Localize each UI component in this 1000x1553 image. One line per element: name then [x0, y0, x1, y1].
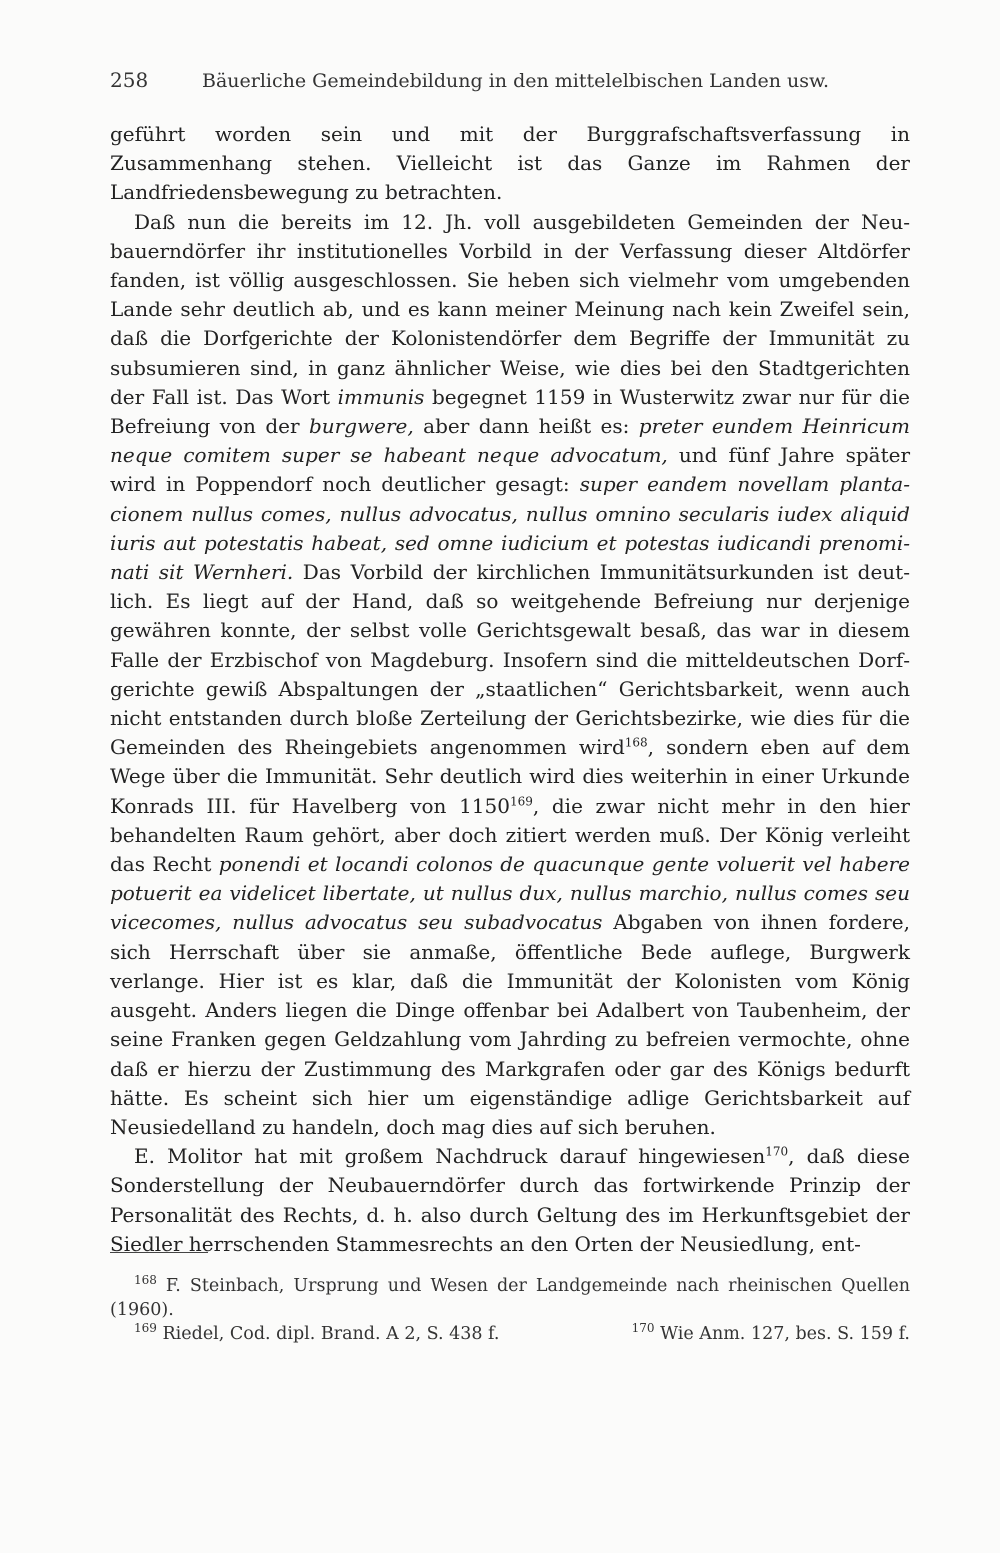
latin-quotation: super eandem novellam plantacionem nullus comes, nullus advocatus, nullus omnino secularis iudex aliquid iuris aut potestatis habeat, sed omne iudicium et potestas iudicandi prenominati sit Wernheri.: [110, 472, 910, 585]
body-text: [110, 120, 910, 1259]
paragraph: [110, 1142, 910, 1259]
footnote-reference: 170: [765, 1144, 789, 1159]
footnote-reference: 168: [624, 735, 648, 750]
latin-quotation: immunis: [337, 384, 425, 409]
footnote-number: 169: [134, 1321, 157, 1336]
text-run: E. Molitor hat mit großem Nachdruck darauf hingewiesen: [134, 1144, 766, 1169]
latin-quotation: burgwere,: [308, 414, 414, 439]
text-run: aber dann heißt es:: [413, 414, 639, 439]
page-number: 258: [110, 68, 149, 92]
text-run: und fünf Jahre später wird in Poppendorf noch deutlicher gesagt:: [110, 443, 910, 497]
footnote-number: 170: [631, 1321, 655, 1336]
footnote-text: Riedel, Cod. dipl. Brand. A 2, S. 438 f.: [162, 1324, 500, 1344]
text-run: Das Vorbild der kirchlichen Immunitätsurkunden ist deutlich. Es liegt auf der Hand, daß so weitgehende Befreiung nur derjenige gewähren konnte, der selbst volle Gerichtsgewalt besaß, das war in diesem Falle der Erzbischof von Magdeburg. Insofern sind die mitteldeutschen Dorfgerichte gewiß Abspaltungen der „staatlichen“ Gerichtsbarkeit, wenn auch nicht entstanden durch bloße Zerteilung der Gerichtsbezirke, wie dies für die Gemeinden des Rheingebiets angenommen wird: [110, 560, 910, 760]
footnote-169: [134, 1322, 499, 1346]
paragraph: [110, 208, 910, 1143]
text-run: , die zwar nicht mehr in den hier behandelten Raum gehört, aber doch zitiert werden muß. Der König verleiht das Recht: [110, 793, 910, 877]
text-run: , daß diese Sonderstellung der Neubauerndörfer durch das fortwirkende Prinzip der Personalität des Rechts, d. h. also durch Geltung des im Herkunftsgebiet der Siedler herrschenden Stammesrechts an den Orten der Neusiedlung, ent-: [110, 1144, 910, 1256]
footnote-number: 168: [134, 1273, 157, 1288]
text-run: geführt worden sein und mit der Burggrafschaftsverfassung in Zusammenhang stehen. Vielleicht ist das Ganze im Rahmen der Landfriedensbewegung zu betrachten.: [110, 122, 910, 205]
running-header: [110, 68, 910, 92]
text-run: Daß nun die bereits im 12. Jh. voll ausgebildeten Gemeinden der Neubauerndörfer ihr institutionelles Vorbild in der Verfassung dieser Altdörfer fanden, ist völlig ausgeschlossen. Sie heben sich vielmehr vom umgebenden Lande sehr deutlich ab, und es kann meiner Meinung nach kein Zweifel sein, daß die Dorfgerichte der Kolonistendörfer dem Begriffe der Immunität zu subsumieren sind, in ganz ähnlicher Weise, wie dies bei den Stadtgerichten der Fall ist. Das Wort: [110, 209, 910, 409]
text-run: begegnet 1159 in Wusterwitz zwar nur für die Befreiung von der: [110, 384, 911, 439]
latin-quotation: ponendi et locandi colonos de quacunque gente voluerit vel habere potuerit ea videlicet libertate, ut nullus dux, nullus marchio, nullus comes seu vicecomes, nullus advocatus seu subadvocatus: [110, 852, 911, 935]
footnote-text: Wie Anm. 127, bes. S. 159 f.: [660, 1324, 910, 1344]
footnote-170: [632, 1322, 910, 1346]
footnotes: [110, 1274, 910, 1346]
running-title: Bäuerliche Gemeindebildung in den mittelelbischen Landen usw.: [202, 70, 830, 92]
text-run: Abgaben von ihnen fordere, sich Herrschaft über sie anmaße, öffentliche Bede auflege, Burgwerk verlange. Hier ist es klar, daß die Immunität der Kolonisten vom König ausgeht. Anders liegen die Dinge offenbar bei Adalbert von Taubenheim, der seine Franken gegen Geldzahlung vom Jahrding zu befreien vermochte, ohne daß er hierzu der Zustimmung des Markgrafen oder gar des Königs bedurft hätte. Es scheint sich hier um eigenständige adlige Gerichtsbarkeit auf Neusiedelland zu handeln, doch mag dies auf sich beruhen.: [110, 910, 910, 1139]
latin-quotation: preter eundem Heinricum neque comitem super se habeant neque advocatum,: [110, 414, 911, 468]
footnote-reference: 169: [509, 794, 533, 809]
paragraph: [110, 120, 910, 208]
footnote-168: [110, 1274, 910, 1322]
text-run: , sondern eben auf dem Wege über die Immunität. Sehr deutlich wird dies weiterhin in einer Urkunde Konrads III. für Havelberg von 1150: [110, 735, 910, 818]
footnote-divider: [110, 1252, 208, 1253]
footnote-text: F. Steinbach, Ursprung und Wesen der Landgemeinde nach rheinischen Quellen (1960).: [110, 1276, 910, 1320]
